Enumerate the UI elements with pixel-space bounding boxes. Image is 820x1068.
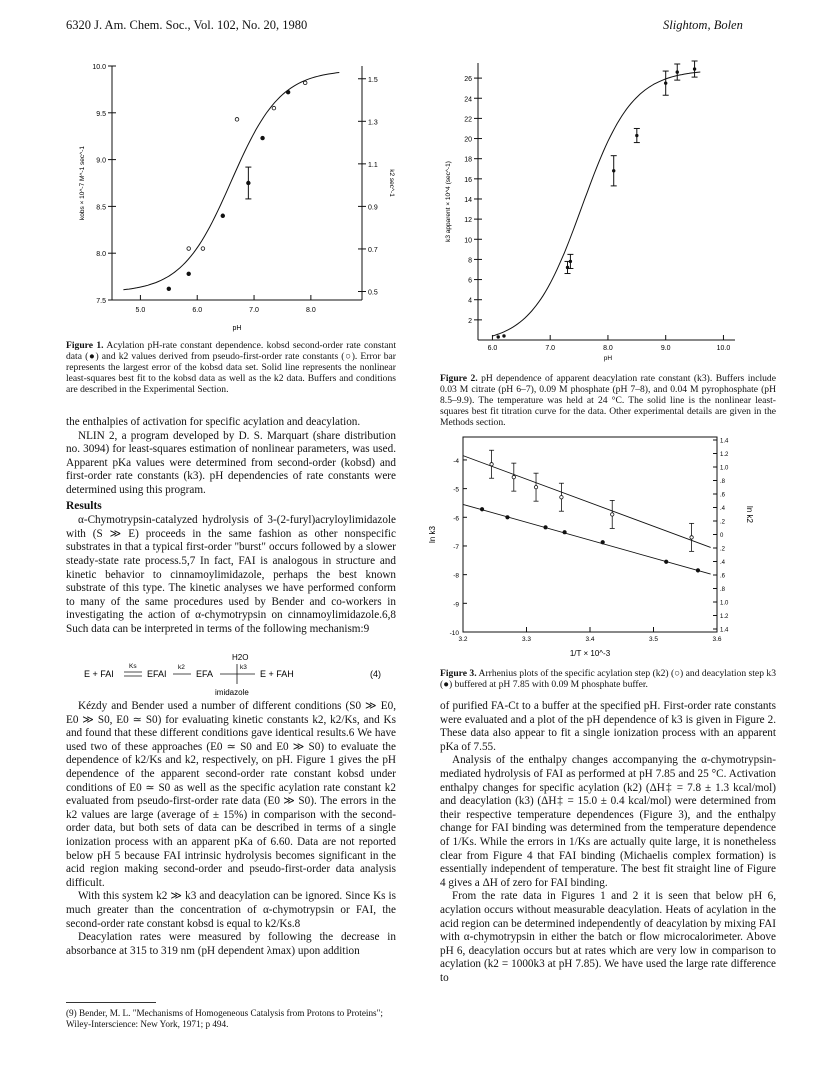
k3-point xyxy=(502,334,505,337)
y2-tick-label: 0.7 xyxy=(368,246,378,254)
y2-axis-label: ln k2 xyxy=(745,506,754,523)
svg-text:E + FAI: E + FAI xyxy=(84,669,114,679)
y2-tick-label: 1.4 xyxy=(720,438,729,445)
y-tick-label: 4 xyxy=(468,297,472,305)
y-tick-label: 8.0 xyxy=(96,251,106,259)
k3-point xyxy=(497,335,500,338)
kobsd-point xyxy=(286,90,290,94)
x-tick-label: 7.0 xyxy=(545,345,556,352)
k3-point xyxy=(696,569,699,572)
y-tick-label: -6 xyxy=(453,515,459,523)
section-heading-results: Results xyxy=(66,499,102,512)
plot-frame xyxy=(463,437,717,632)
x-tick-label: 3.3 xyxy=(521,636,532,643)
paragraph-enthalpy-analysis: Analysis of the enthalpy changes accompanying the α-chymotrypsin-mediated hydrolysis of FAI as performed at pH 7.85 and 25 °C. Activation enthalpy changes for specific acylation (k2) (ΔH‡ = 7.8 ± 1.3 kcal/mol) and deacylation (k3) (ΔH‡ = 15.0 ± 0.4 kcal/mol) were determined from their respective temperature dependences (Figure 3), and the enthalpy change for FAI binding was determined from the temperature dependence of 1/Ks. While the errors in 1/Ks are actually quite large, it is nonetheless clear from Figure 4 that FAI binding (Michaelis complex formation) is essentially independent of temperature. The best fit straight line of Figure 4 gives a ΔH of zero for FAI binding. xyxy=(440,754,776,889)
y-tick-label: 9.0 xyxy=(96,157,106,165)
left-column-text-top xyxy=(66,416,396,637)
k2-point xyxy=(235,118,239,122)
y2-tick-label: 1.0 xyxy=(720,600,729,607)
y2-tick-label: .2 xyxy=(720,546,726,553)
k2-point xyxy=(690,536,693,539)
y-axis-label: ln k3 xyxy=(428,526,437,543)
figure-3-caption-label: Figure 3. xyxy=(440,668,477,679)
figure-3-caption xyxy=(440,668,776,690)
y2-tick-label: .4 xyxy=(720,506,726,512)
kobsd-point xyxy=(167,287,171,291)
k2-point xyxy=(611,513,614,516)
y-tick-label: 16 xyxy=(464,176,472,184)
y2-tick-label: .8 xyxy=(720,479,726,485)
y-tick-label: 18 xyxy=(464,156,472,164)
paragraph-enthalpies: the enthalpies of activation for specific acylation and deacylation. xyxy=(66,416,361,428)
y2-tick-label: 0.5 xyxy=(368,289,378,297)
paragraph-system: With this system k2 ≫ k3 and deacylation can be ignored. Since Ks is much greater than the concentration of α-chymotrypsin or FAI, the second-order rate constant kobsd is equal to k2/Ks.8 xyxy=(66,890,396,930)
k2-point xyxy=(534,485,537,488)
y-tick-label: 7.5 xyxy=(96,298,106,305)
y-tick-label: 9.5 xyxy=(96,110,106,118)
mechanism-equation xyxy=(80,650,400,698)
y-tick-label: 8.5 xyxy=(96,204,106,212)
k2-point xyxy=(490,463,493,466)
y-tick-label: 8 xyxy=(468,257,472,265)
footnote-9: (9) Bender, M. L. "Mechanisms of Homogeneous Catalysis from Protons to Proteins"; Wiley-Interscience: New York, 1971; p 494. xyxy=(66,1008,383,1029)
y-tick-label: -5 xyxy=(453,486,459,494)
svg-text:EFAI: EFAI xyxy=(147,669,167,679)
x-tick-label: 3.2 xyxy=(458,636,468,643)
paragraph-kezdy: Kézdy and Bender used a number of different conditions (S0 ≫ E0, E0 ≫ S0, E0 ≃ S0) for evaluating kinetic constants k2, k2/Ks, and Ks and found that these different conditions gave identical results.6 We have used two of these approaches (E0 ≃ S0 and E0 ≫ S0) to evaluate the dependence of k2/Ks and k2, respectively, on pH. Figure 1 gives the pH dependence of the apparent second-order rate constant kobsd under conditions of E0 ≃ S0 as well as the specific acylation rate constant k2 evaluated from pseudo-first-order rate data (E0 ≫ S0). The errors in the k2 values are large (average of ± 15%) in comparison with the second-order data, but both sets of data can be described in terms of a single ionization process with an apparent pKa of 6.60. Data are not reported below pH 5 because FAI intrinsic hydrolysis becomes significant in the acid region making second-order and pseudo-first-order data analysis difficult. xyxy=(66,700,396,889)
paragraph-deacylation: Deacylation rates were measured by following the decrease in absorbance at 315 to 319 nm (pH dependent λmax) upon addition xyxy=(66,931,396,957)
figure-1-caption-label: Figure 1. xyxy=(66,340,104,351)
left-column-text-bottom xyxy=(66,700,396,958)
figure-2-caption-label: Figure 2. xyxy=(440,373,478,384)
equation-number: (4) xyxy=(370,669,381,679)
kobsd-point xyxy=(221,214,225,218)
paragraph-nlin: NLIN 2, a program developed by D. S. Marquart (share distribution no. 3094) for least-squares estimation of nonlinear parameters, was used. Apparent pKa values were determined from second-order (kobsd) and first-order rate constants (k3). pH dependencies of rate constants were determined using this program. xyxy=(66,429,396,496)
fit-curve xyxy=(123,73,339,290)
y2-tick-label: 1.4 xyxy=(720,627,729,634)
x-axis-label: 1/T × 10^-3 xyxy=(569,649,611,658)
k3-point xyxy=(480,508,483,511)
figure-2-chart xyxy=(440,58,760,368)
y-tick-label: -10 xyxy=(449,630,459,637)
k2-point xyxy=(303,81,307,85)
y-tick-label: 10.0 xyxy=(92,64,106,71)
k2-point xyxy=(560,496,563,499)
x-tick-label: 10.0 xyxy=(716,345,731,352)
y2-tick-label: 1.2 xyxy=(720,452,729,458)
figure-2-caption-text: pH dependence of apparent deacylation rate constant (k3). Buffers include 0.03 M citrate (pH 6–7), 0.09 M phosphate (pH 7–8), and 0.04 M pyrophosphate (pH 8.5–9.9). The temperature was held at 24 °C. The solid line is the nonlinear least-squares best fit titration curve for the data. Other experimental details are given in the Methods section. xyxy=(440,373,776,428)
k2-point xyxy=(512,475,515,478)
k3-point xyxy=(563,531,566,534)
y2-tick-label: .4 xyxy=(720,560,726,566)
figure-2-caption xyxy=(440,373,776,428)
y-tick-label: -4 xyxy=(453,457,459,465)
y-tick-label: 2 xyxy=(468,317,472,325)
paragraph-deacyl-cont: of purified FA-Ct to a buffer at the specified pH. First-order rate constants were evaluated and a plot of the pH dependence of k3 is given in Figure 2. These data also appear to fit a single ionization process with an apparent pKa of 7.55. xyxy=(440,700,776,753)
y-tick-label: 14 xyxy=(464,196,472,204)
k2-point xyxy=(187,247,191,251)
y-tick-label: 12 xyxy=(464,217,472,225)
paragraph-rate-data: From the rate data in Figures 1 and 2 it is seen that below pH 6, acylation occurs without measurable deacylation. Heats of acylation in the acid region can be determined independently of deacylation by mixing FAI with α-chymotrypsin in either the batch or flow microcalorimeter. Above pH 6, deacylation occurs but at rates which are very low in comparison to acylation (k2 = 1000k3 at pH 7.85). We have used the large rate difference to xyxy=(440,890,776,984)
y2-tick-label: 0.9 xyxy=(368,204,378,212)
y2-tick-label: 1.3 xyxy=(368,119,378,127)
x-tick-label: 8.0 xyxy=(603,345,613,352)
x-tick-label: 3.4 xyxy=(585,636,595,643)
y2-tick-label: .6 xyxy=(720,492,726,499)
running-header-authors: Slightom, Bolen xyxy=(663,18,743,32)
k2-point xyxy=(201,247,205,251)
equation-catalyst: imidazole xyxy=(215,688,249,697)
figure-1-caption xyxy=(66,340,396,395)
x-tick-label: 8.0 xyxy=(305,307,316,314)
x-axis-label: pH xyxy=(603,355,613,362)
fit-curve xyxy=(492,72,700,336)
y-tick-label: -9 xyxy=(453,601,459,609)
fit-line-k3 xyxy=(463,504,711,574)
x-tick-label: 6.0 xyxy=(487,345,498,352)
svg-text:k2: k2 xyxy=(178,664,185,671)
y2-tick-label: 1.0 xyxy=(720,465,729,472)
figure-3-caption-text: Arrhenius plots of the specific acylation step (k2) (○) and deacylation step k3 (●) buffered at pH 7.85 with 0.09 M phosphate buffer. xyxy=(440,668,776,690)
x-tick-label: 3.5 xyxy=(648,636,659,643)
y-tick-label: 24 xyxy=(464,96,472,104)
x-tick-label: 7.0 xyxy=(249,307,259,314)
kobsd-point xyxy=(261,136,265,140)
y-tick-label: 26 xyxy=(464,76,472,84)
y2-tick-label: 1.2 xyxy=(720,614,729,620)
footnote-rule xyxy=(66,1002,156,1003)
figure-1-caption-text: Acylation pH-rate constant dependence. kobsd second-order rate constant data (●) and k2 values derived from pseudo-first-order rate constants (○). Error bar represents the largest error of the kobsd data set. Solid line represents the nonlinear least-squares best fit to the kobsd data as well as the k2 data. Buffers and conditions are described in the Experimental Section. xyxy=(66,340,396,395)
svg-text:E + FAH: E + FAH xyxy=(260,669,294,679)
y-tick-label: 10 xyxy=(464,237,472,245)
right-column-text xyxy=(440,700,776,985)
fit-line-k2 xyxy=(463,456,711,548)
y2-tick-label: .2 xyxy=(720,519,726,526)
x-tick-label: 9.0 xyxy=(660,345,671,352)
x-tick-label: 3.6 xyxy=(712,636,722,643)
y-tick-label: 6 xyxy=(468,277,472,285)
y2-tick-label: 0 xyxy=(720,533,724,539)
y2-tick-label: 1.1 xyxy=(368,161,378,169)
y-tick-label: 20 xyxy=(464,136,472,144)
svg-text:k3: k3 xyxy=(240,664,247,671)
y-tick-label: 22 xyxy=(464,116,472,124)
y-axis-label: kobs × 10^-7 M^-1 sec^-1 xyxy=(79,146,86,220)
paragraph-results: α-Chymotrypsin-catalyzed hydrolysis of 3-(2-furyl)acryloylimidazole with (S ≫ E) proceeds in the same fashion as other nonspecific substrates in that a typical first-order "burst" occurs followed by a slower steady-state rate process.5,7 In fact, FAI is analogous in structure and kinetic behavior to cinnamoylimidazole, perhaps the best known substrate of this type. The kinetic analyses we have performed conform to many of the same procedures used by Bender and co-workers in investigating the action of α-chymotrypsin on cinnamoylimidazole.6,8 Such data can be interpreted in terms of the following mechanism:9 xyxy=(66,514,396,635)
y2-tick-label: 1.5 xyxy=(368,76,378,84)
y-tick-label: -8 xyxy=(453,572,459,580)
k2-point xyxy=(272,106,276,110)
k3-point xyxy=(506,516,509,519)
y2-tick-label: .6 xyxy=(720,573,726,580)
figure-3-chart xyxy=(425,432,775,658)
running-header-citation: 6320 J. Am. Chem. Soc., Vol. 102, No. 20, 1980 xyxy=(66,18,308,32)
svg-text:EFA: EFA xyxy=(196,669,214,679)
y-tick-label: -7 xyxy=(453,543,459,551)
x-tick-label: 5.0 xyxy=(135,307,146,314)
k3-point xyxy=(665,560,668,563)
svg-text:H2O: H2O xyxy=(232,653,249,662)
y2-tick-label: .8 xyxy=(720,587,726,593)
k3-point xyxy=(544,526,547,529)
svg-text:Ks: Ks xyxy=(129,663,137,670)
y2-axis-label: k2 sec^-1 xyxy=(388,169,395,197)
y-axis-label: k3 apparent × 10^4 (sec^-1) xyxy=(445,161,452,242)
x-tick-label: 6.0 xyxy=(192,307,203,314)
x-axis-label: pH xyxy=(232,325,242,332)
k3-point xyxy=(601,541,604,544)
figure-1-chart xyxy=(70,58,400,343)
kobsd-point xyxy=(187,272,191,276)
